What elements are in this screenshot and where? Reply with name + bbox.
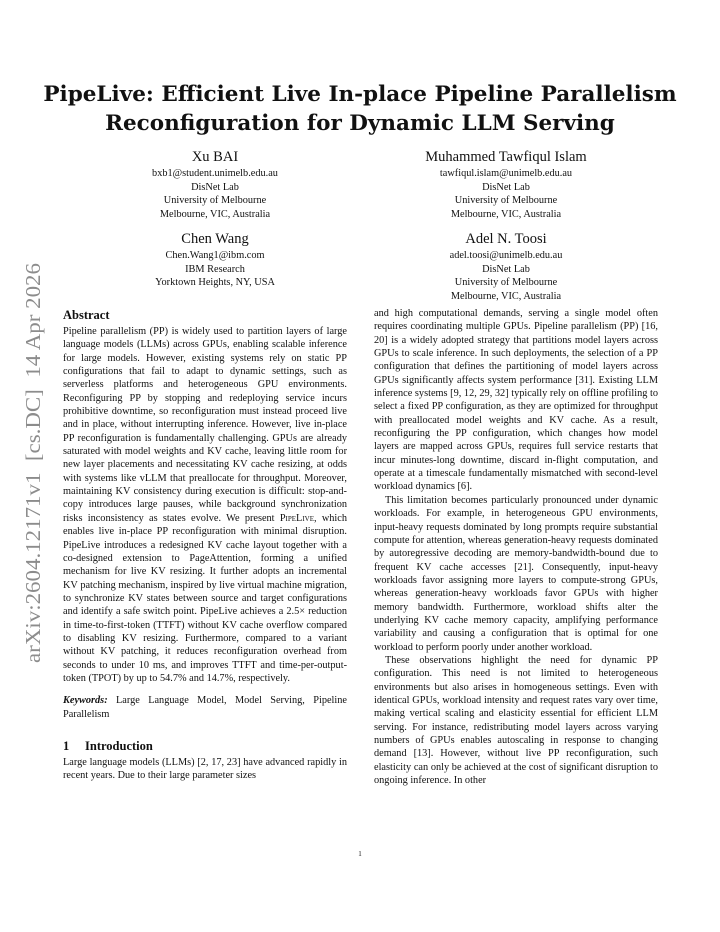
author-email: Chen.Wang1@ibm.com bbox=[165, 250, 265, 261]
paper-title: PipeLive: Efficient Live In-place Pipeline Parallelism Reconfiguration for Dynamic LLM Serving bbox=[43, 82, 677, 136]
author-name: Adel N. Toosi bbox=[465, 231, 547, 247]
page-number: 1 bbox=[358, 850, 362, 858]
author-block-3 bbox=[85, 230, 345, 290]
author-location: Melbourne, VIC, Australia bbox=[450, 290, 562, 302]
section-heading-introduction bbox=[63, 739, 347, 754]
system-name: PipeLive bbox=[279, 512, 314, 524]
arxiv-stamp-text: arXiv:2604.12171v1 [cs.DC] 14 Apr 2026 bbox=[21, 296, 45, 663]
author-org: University of Melbourne bbox=[163, 195, 267, 207]
section-number: 1 bbox=[63, 738, 70, 753]
intro-paragraph-1: and high computational demands, serving a single model often requires coordinating multiple GPUs. Pipeline parallelism (PP) [16, 20] is a widely adopted strategy that partitions model layers across GPUs to scale inference. In such deployments, the selection of a PP configuration that defines the partitioning of model layers across GPUs significantly affects system performance [31]. Existing LLM inference systems [9, 12, 29, 32] typically rely on offline profiling to select a fixed PP configuration, as they are optimized for throughput with preallocated model weights and KV cache. As a result, reconfiguring the PP configuration, which changes how model layers are mapped across GPUs, requires full service restarts that incur minutes-long downtime, discard in-flight computation, and operate at a timescale fundamentally mismatched with second-level workload dynamics [6]. bbox=[374, 308, 658, 493]
author-name: Chen Wang bbox=[181, 231, 249, 247]
author-org: Yorktown Heights, NY, USA bbox=[155, 277, 275, 289]
author-email: adel.toosi@unimelb.edu.au bbox=[449, 250, 563, 261]
author-location: Melbourne, VIC, Australia bbox=[450, 208, 562, 220]
abstract-text-part: , which enables live in-place PP reconfiguration with minimal disruption. PipeLive introduces a redesigned KV cache layout together with a co-designed extension to PageAttention, forming a unified mechanism for live KV resizing. It further adopts an incremental KV patching mechanism, inspired by live virtual machine migration, to synchronize KV states between source and target configurations and identify a safe switch point. PipeLive achieves a 2.5× reduction in time-to-first-token (TTFT) without KV cache overflow compared to disabling KV resizing. Furthermore, compared to a variant without KV patching, it reduces reconfiguration overhead from seconds to under 10 ms, and improves TTFT and time-per-output-token (TPOT) by up to 54.7% and 14.7%, respectively. bbox=[63, 512, 347, 684]
author-name: Xu BAI bbox=[191, 149, 239, 165]
author-lab: DisNet Lab bbox=[482, 263, 530, 275]
author-block-2 bbox=[376, 148, 636, 221]
abstract-heading: Abstract bbox=[63, 308, 110, 322]
author-email: tawfiqul.islam@unimelb.edu.au bbox=[439, 168, 573, 179]
arxiv-stamp bbox=[6, 258, 62, 668]
keywords-label: Keywords: bbox=[63, 695, 108, 707]
author-lab: DisNet Lab bbox=[482, 181, 530, 193]
keywords-text: Large Language Model, Model Serving, Pipeline Parallelism bbox=[63, 695, 347, 720]
author-location: Melbourne, VIC, Australia bbox=[159, 208, 271, 220]
author-org: University of Melbourne bbox=[454, 277, 558, 289]
section-title: Introduction bbox=[85, 738, 153, 753]
author-block-4 bbox=[376, 230, 636, 303]
author-name: Muhammed Tawfiqul Islam bbox=[425, 149, 587, 165]
abstract-text-part: Pipeline parallelism (PP) is widely used to partition layers of large language models (LLMs) across GPUs, enabling scalable inference for large models. However, existing systems rely on static PP configurations that fail to adapt to dynamic settings, such as serverless platforms and heterogeneous GPU environments. Reconfiguring PP by stopping and redeploying service incurs prohibitive downtime, so reconfiguration must instead proceed live and in place, without interrupting inference. However, live in-place PP reconfiguration is fundamentally challenging. GPUs are already saturated with model weights and KV cache, leaving little room for new layer placements and necessitating KV cache resizing, at odds with systems like vLLM that preallocate for throughput. Moreover, maintaining KV consistency during execution is difficult: stop-and-copy introduces large pauses, while background synchronization risks inconsistency as states evolve. We present bbox=[63, 326, 347, 524]
left-column bbox=[63, 306, 347, 783]
author-lab: DisNet Lab bbox=[191, 181, 239, 193]
intro-paragraph-3: These observations highlight the need for dynamic PP configuration. This need is not limited to heterogeneous environments but also arises in homogeneous settings. Even with identical GPUs, workload intensity and request rates vary over time, making vertical scaling and elasticity essential for efficient LLM serving. For instance, redistributing model layers across varying numbers of GPUs enables autoscaling in response to changing demand [13]. However, without live PP reconfiguration, such elasticity can only be achieved at the cost of significant disruption to ongoing inference. In other bbox=[374, 654, 658, 787]
author-org: University of Melbourne bbox=[454, 195, 558, 207]
author-lab: IBM Research bbox=[185, 263, 245, 275]
right-column bbox=[374, 307, 658, 787]
intro-paragraph-start: Large language models (LLMs) [2, 17, 23] have advanced rapidly in recent years. Due to their large parameter sizes bbox=[63, 756, 347, 782]
author-block-1 bbox=[85, 148, 345, 221]
author-email: bxb1@student.unimelb.edu.au bbox=[152, 168, 278, 179]
abstract-text bbox=[63, 325, 347, 685]
intro-paragraph-2: This limitation becomes particularly pronounced under dynamic workloads. For example, in heterogeneous GPU environments, input-heavy requests dominated by long prompts require substantial compute for attention, whereas generation-heavy requests dominated by autoregressive decoding are memory-bandwidth-bound due to frequent KV cache accesses [21]. Consequently, input-heavy workloads favor assigning more layers to compute-strong GPUs, whereas generation-heavy workloads favor GPUs with higher memory bandwidth. Furthermore, workload shifts alter the underlying KV cache memory capacity, amplifying performance variability and causing a configuration that is optimal for one workload to perform poorly under another workload. bbox=[374, 494, 658, 653]
keywords bbox=[63, 694, 347, 721]
